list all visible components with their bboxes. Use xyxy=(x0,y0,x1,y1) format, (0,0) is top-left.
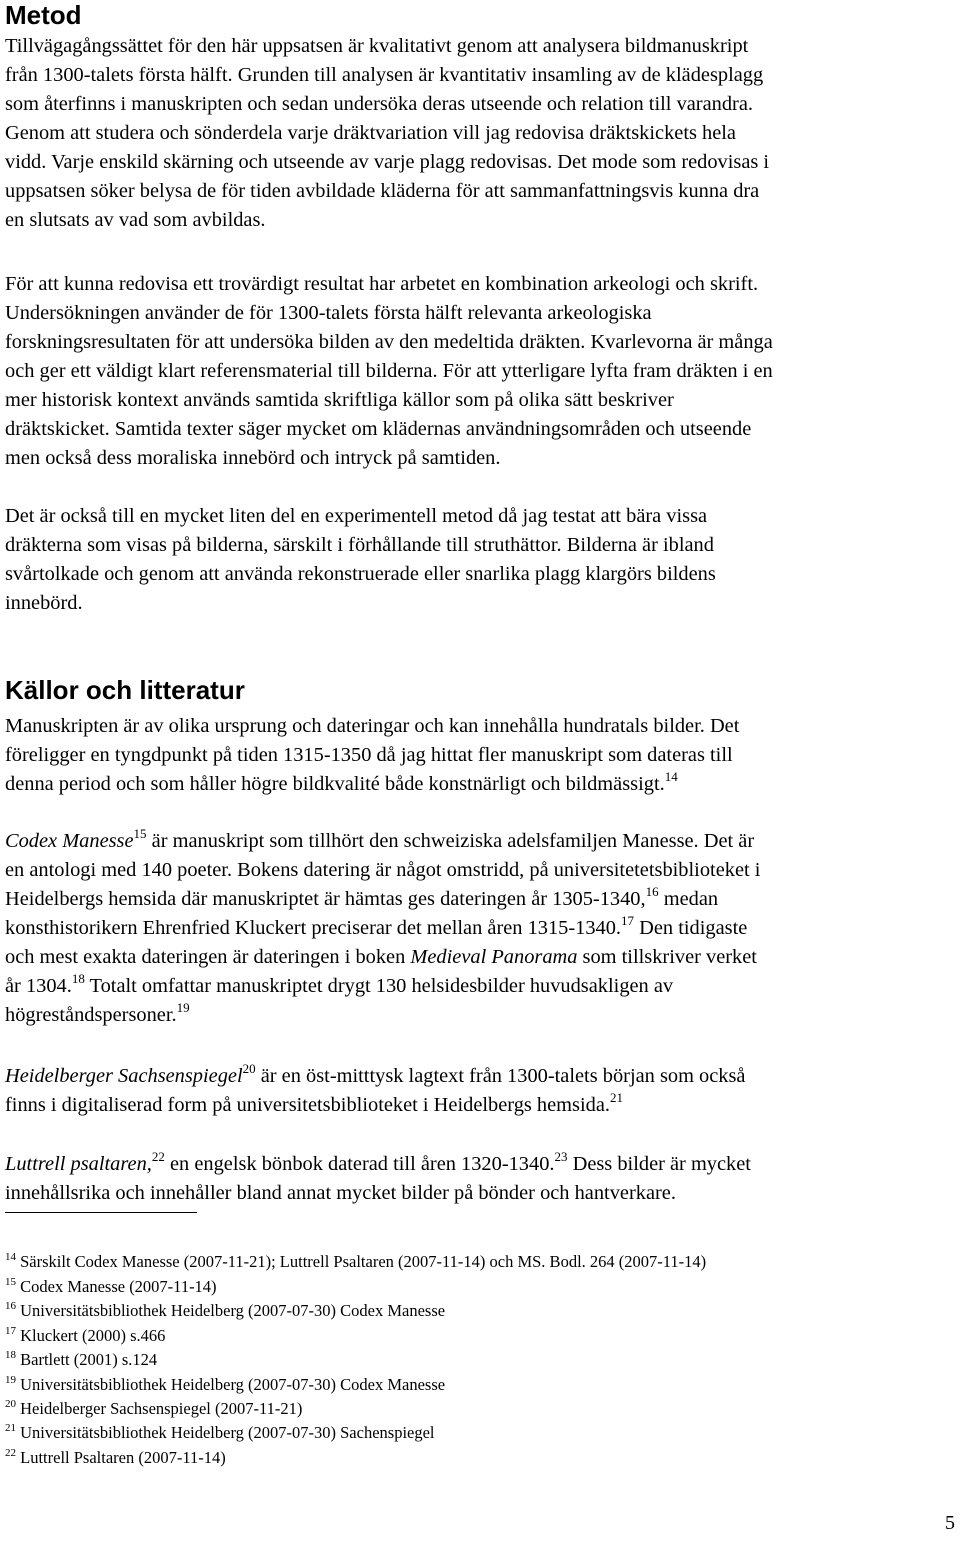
manuscript-title: Codex Manesse xyxy=(5,830,134,852)
footnote-15: $^{15}$ Codex Manesse (2007-11-14) xyxy=(5,1276,217,1296)
text-line: dräkterna som visas på bilderna, särskilt i förhållande till struthättor. Bilderna är ibland xyxy=(5,534,714,556)
footnote-ref: 17 xyxy=(621,913,635,928)
text-line: dräktskicket. Samtida texter säger mycket om klädernas användningsområden och utseende xyxy=(5,418,752,440)
text-line: Codex Manesse$^{15}$ är manuskript som tillhört den schweiziska adelsfamiljen Manesse. Det är xyxy=(5,826,755,852)
text-line: denna period och som håller högre bildkvalité både konstnärligt och bildmässigt.$^{14}$ xyxy=(5,769,678,795)
footnote-ref: 18 xyxy=(71,971,85,986)
footnote-20: $^{20}$ Heidelberger Sachsenspiegel (2007-11-21) xyxy=(5,1398,303,1418)
text-line: en slutsats av vad som avbildas. xyxy=(5,209,266,231)
footnote-21: $^{21}$ Universitätsbibliothek Heidelberg (2007-07-30) Sachenspiegel xyxy=(5,1422,435,1442)
footnote-ref: 15 xyxy=(133,826,147,841)
text-line: uppsatsen söker belysa de för tiden avbildade kläderna för att sammanfattningsvis kunna dra xyxy=(5,180,760,202)
text-line: år 1304.18 Totalt omfattar manuskriptet drygt 130 helsidesbilder huvudsakligen av xyxy=(5,971,674,997)
text-line: Luttrell psaltaren,$^{22}$ en engelsk bönbok daterad till åren 1320-1340.23 Dess bilder är mycket xyxy=(5,1149,751,1175)
footnote-separator xyxy=(5,1212,197,1213)
footnote-ref: 14 xyxy=(664,769,678,784)
footnote-16: $^{16}$ Universitätsbibliothek Heidelberg (2007-07-30) Codex Manesse xyxy=(5,1300,446,1320)
footnote-ref: 22 xyxy=(151,1149,165,1164)
text-line: Manuskripten är av olika ursprung och dateringar och kan innehålla hundratals bilder. Det xyxy=(5,715,740,737)
paragraph-manuscripts xyxy=(5,712,955,799)
heading-metod: Metod xyxy=(5,0,82,30)
footnote-ref: 16 xyxy=(645,884,659,899)
text-line: och mest exakta dateringen är dateringen i boken Medieval Panorama som tillskriver verket xyxy=(5,946,757,968)
text-line: som återfinns i manuskripten och sedan undersöka deras utseende och relation till varandra. xyxy=(5,93,753,115)
footnote-ref: 21 xyxy=(609,1090,623,1105)
text-line: en antologi med 140 poeter. Bokens datering är något omstridd, på universitetetsbiblioteket i xyxy=(5,859,761,881)
text-line: Heidelberger Sachsenspiegel$^{20}$ är en öst-mitttysk lagtext från 1300-talets början som också xyxy=(5,1061,746,1087)
paragraph-method-intro xyxy=(5,32,955,235)
footnote-ref: 23 xyxy=(554,1149,568,1164)
text-line: För att kunna redovisa ett trovärdigt resultat har arbetet en kombination arkeologi och skrift. xyxy=(5,273,759,295)
paragraph-luttrell xyxy=(5,1150,955,1208)
paragraph-codex-manesse xyxy=(5,827,955,1030)
text-line: Tillvägagångssättet för den här uppsatsen är kvalitativt genom att analysera bildmanuskript xyxy=(5,35,749,57)
text-line: vidd. Varje enskild skärning och utseende av varje plagg redovisas. Det mode som redovisas i xyxy=(5,151,770,173)
text-line: forskningsresultaten för att undersöka bilden av den medeltida dräkten. Kvarlevorna är många xyxy=(5,331,773,353)
text-line: svårtolkade och genom att använda rekonstruerade eller snarlika plagg klargörs bildens xyxy=(5,563,716,585)
text-line: mer historisk kontext används samtida skriftliga källor som på olika sätt beskriver xyxy=(5,389,674,411)
paragraph-method-experimental xyxy=(5,502,955,618)
text-line: och ger ett väldigt klart referensmaterial till bilderna. För att ytterligare lyfta fram dräkten i en xyxy=(5,360,773,382)
manuscript-title: Luttrell psaltaren, xyxy=(5,1153,152,1175)
paragraph-method-sources xyxy=(5,270,955,473)
page-number: 5 xyxy=(945,1512,955,1534)
footnote-ref: 19 xyxy=(176,1000,190,1015)
text-line: finns i digitaliserad form på universitetsbiblioteket i Heidelbergs hemsida.$^{21}$ xyxy=(5,1090,623,1116)
text-line: föreligger en tyngdpunkt på tiden 1315-1350 då jag hittat fler manuskript som dateras till xyxy=(5,744,733,766)
text-line: konsthistorikern Ehrenfried Kluckert preciserar det mellan åren 1315-1340.17 Den tidigaste xyxy=(5,913,748,939)
footnote-18: $^{18}$ Bartlett (2001) s.124 xyxy=(5,1349,158,1369)
book-title: Medieval Panorama xyxy=(410,946,578,968)
text-line: från 1300-talets första hälft. Grunden till analysen är kvantitativ insamling av de klädesplagg xyxy=(5,64,764,86)
footnote-17: $^{17}$ Kluckert (2000) s.466 xyxy=(5,1325,166,1345)
text-line: Heidelbergs hemsida där manuskriptet är hämtas ges dateringen år 1305-1340,16 medan xyxy=(5,884,719,910)
footnote-19: $^{19}$ Universitätsbibliothek Heidelberg (2007-07-30) Codex Manesse xyxy=(5,1374,446,1394)
text-line: Det är också till en mycket liten del en experimentell metod då jag testat att bära vissa xyxy=(5,505,708,527)
text-line: Genom att studera och sönderdela varje dräktvariation vill jag redovisa dräktskickets hela xyxy=(5,122,736,144)
paragraph-sachsenspiegel xyxy=(5,1062,955,1120)
manuscript-title: Heidelberger Sachsenspiegel xyxy=(5,1065,243,1087)
text-line: innehållsrika och innehåller bland annat mycket bilder på bönder och hantverkare. xyxy=(5,1182,676,1204)
text-line: men också dess moraliska innebörd och intryck på samtiden. xyxy=(5,447,501,469)
footnote-14: $^{14}$ Särskilt Codex Manesse (2007-11-21); Luttrell Psaltaren (2007-11-14) och MS. Bodl. 264 (2007-11-14) xyxy=(5,1251,707,1271)
text-line: Undersökningen använder de för 1300-talets första hälft relevanta arkeologiska xyxy=(5,302,652,324)
heading-kallor: Källor och litteratur xyxy=(5,675,245,705)
footnote-22: $^{22}$ Luttrell Psaltaren (2007-11-14) xyxy=(5,1447,226,1467)
text-line: högreståndspersoner.$^{19}$ xyxy=(5,1000,190,1026)
footnote-ref: 20 xyxy=(242,1061,256,1076)
text-line: innebörd. xyxy=(5,592,83,614)
